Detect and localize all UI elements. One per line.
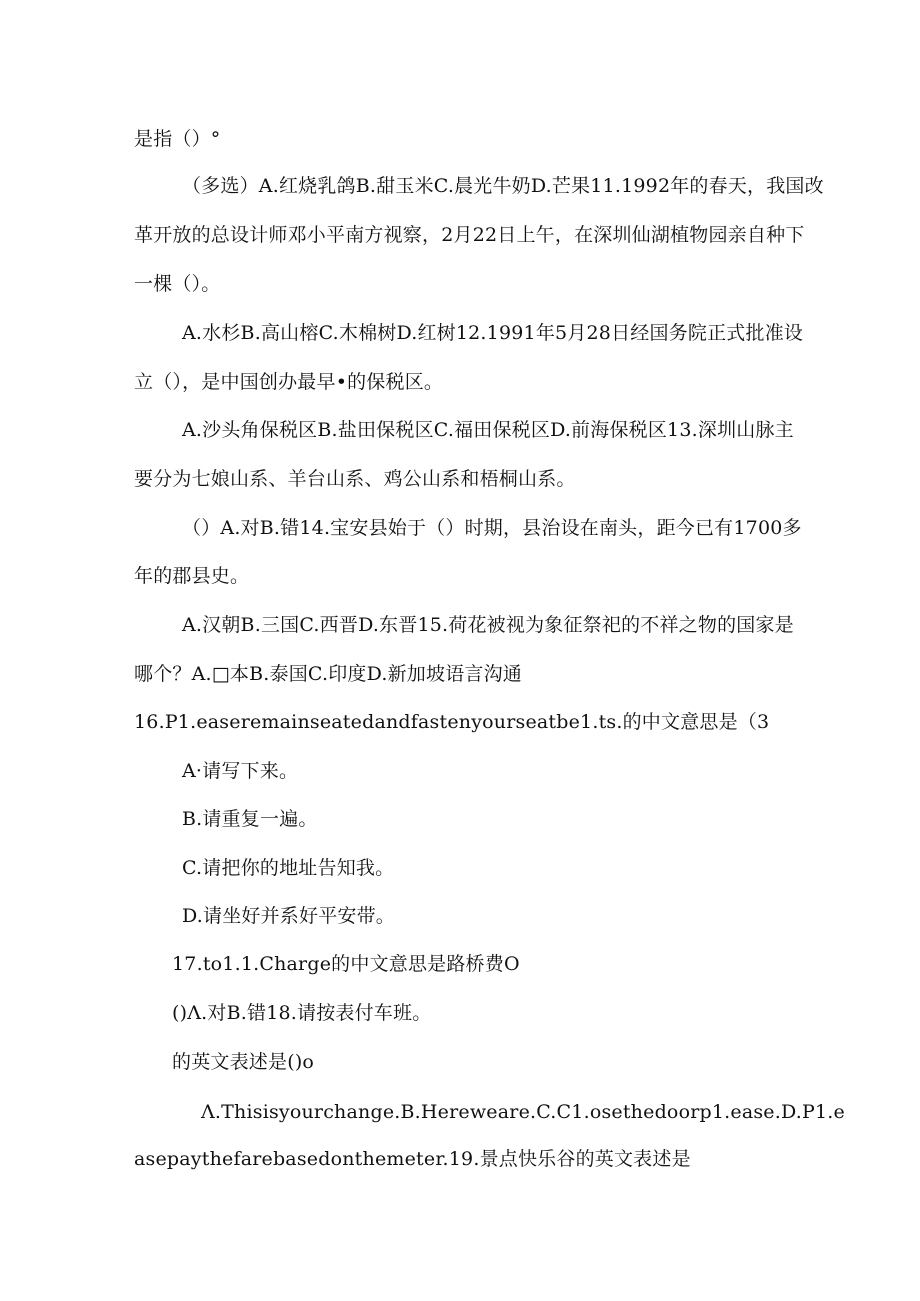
text-line-3: 革开放的总设计师邓小平南方视察，2月22日上午，在深圳仙湖植物园亲自种下 <box>134 224 805 246</box>
text-line-20: 的英文表述是()o <box>172 1051 315 1073</box>
text-line-8: 要分为七娘山系、羊台山系、鸡公山系和梧桐山系。 <box>134 468 576 490</box>
text-line-22: asepaythefarebasedonthemeter.19.景点快乐谷的英文表述是 <box>134 1148 691 1170</box>
text-line-11: A.汉朝B.三国C.西晋D.东晋15.荷花被视为象征祭祀的不祥之物的国家是 <box>182 614 794 636</box>
text-line-12: 哪个？A.□本B.泰国C.印度D.新加坡语言沟通 <box>134 663 523 685</box>
text-line-13: 16.P1.easeremainseatedandfastenyourseatbe1.ts.的中文意思是（3 <box>134 711 770 733</box>
text-line-9: （）A.对B.错14.宝安县始于（）时期，县治设在南头，距今已有1700多 <box>182 517 802 539</box>
text-line-18: 17.to1.1.Charge的中文意思是路桥费O <box>172 953 520 975</box>
text-line-10: 年的郡县史。 <box>134 565 250 587</box>
text-line-14: A·请写下来。 <box>182 760 299 782</box>
text-line-2: （多选）A.红烧乳鸽B.甜玉米C.晨光牛奶D.芒果11.1992年的春天，我国改 <box>182 175 824 197</box>
text-line-7: A.沙头角保税区B.盐田保税区C.福田保税区D.前海保税区13.深圳山脉主 <box>182 419 794 441</box>
text-line-16: C.请把你的地址告知我。 <box>182 857 395 879</box>
text-line-5: A.水杉B.高山榕C.木棉树D.红树12.1991年5月28日经国务院正式批准设 <box>182 322 804 344</box>
text-line-1: 是指（）° <box>134 128 221 150</box>
text-line-15: B.请重复一遍。 <box>182 808 318 830</box>
text-line-19: ()Λ.对B.错18.请按表付车班。 <box>172 1002 432 1024</box>
text-line-4: 一棵（）。 <box>134 273 221 295</box>
text-line-6: 立（），是中国创办最早•的保税区。 <box>134 371 444 393</box>
text-line-21: Λ.Thisisyourchange.B.Hereweare.C.C1.osethedoorp1.ease.D.P1.e <box>201 1101 845 1123</box>
text-line-17: D.请坐好并系好平安带。 <box>182 905 395 927</box>
